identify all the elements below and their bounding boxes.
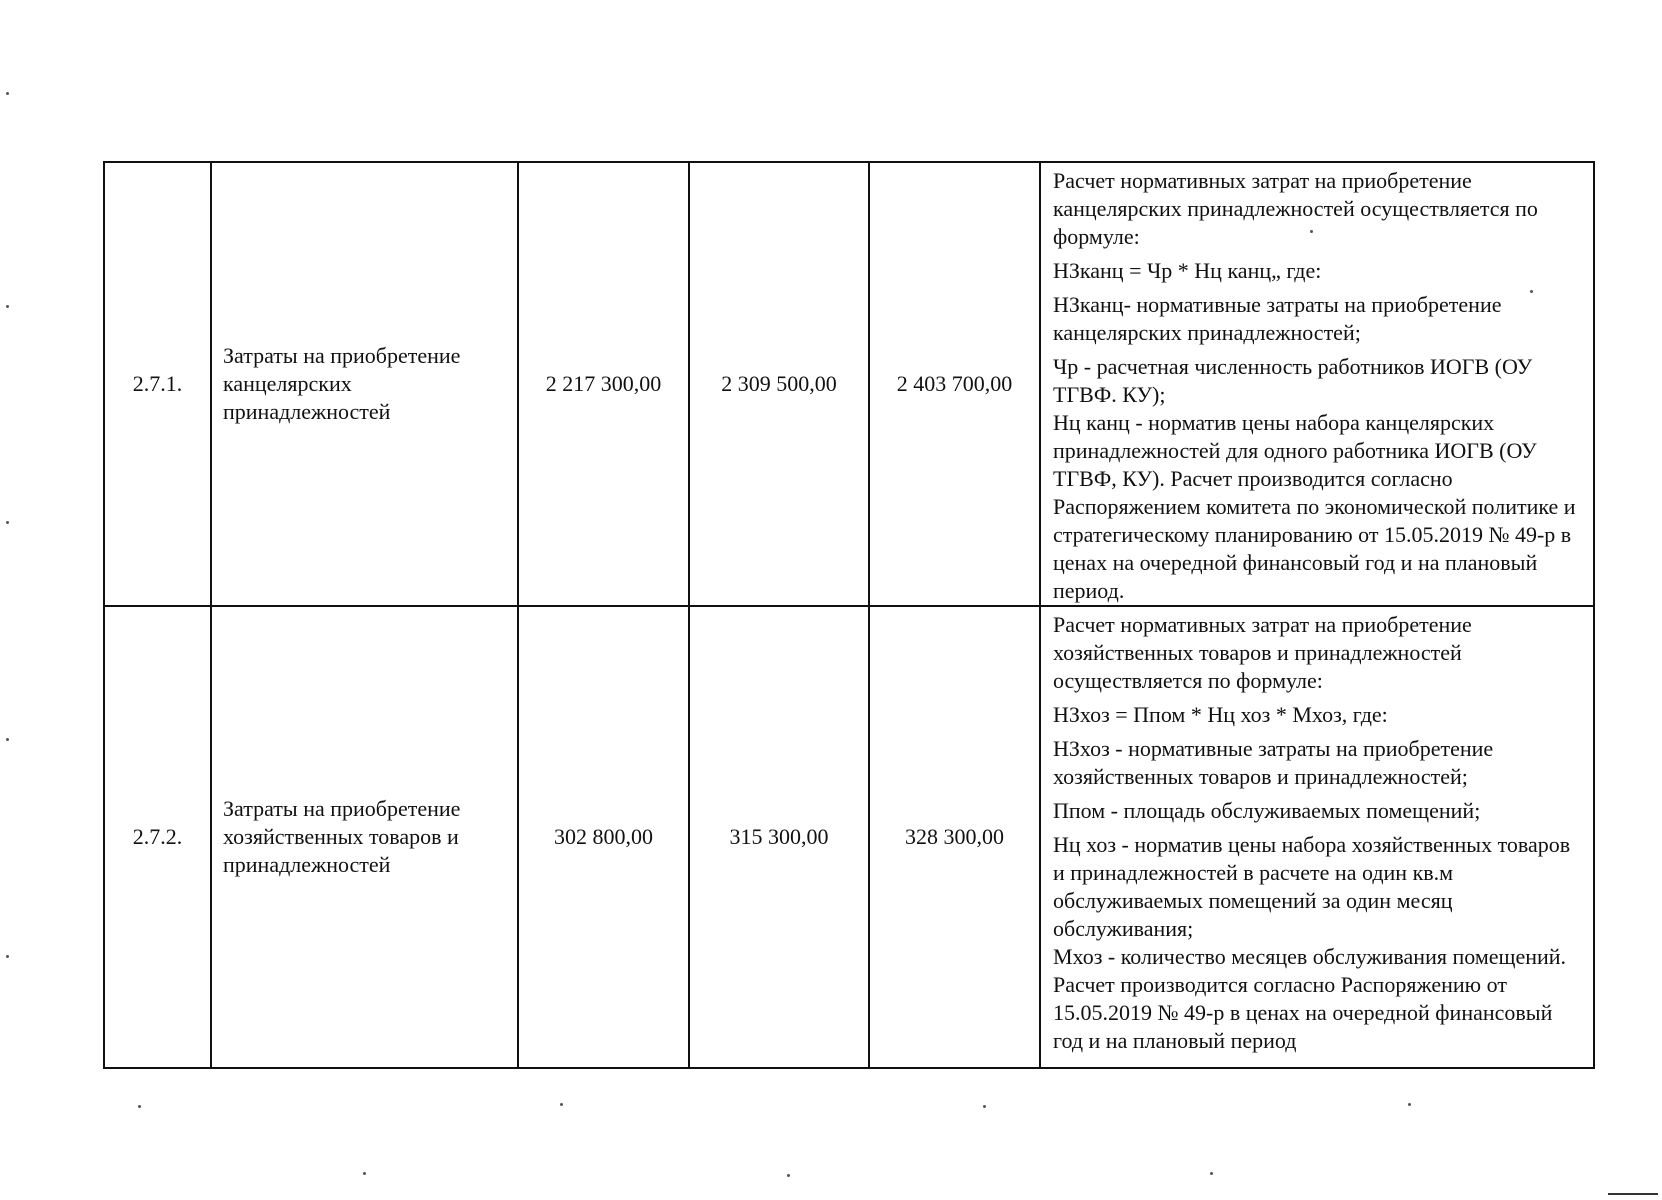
cost-table xyxy=(103,161,1595,1069)
description-paragraph: Нц канц - норматив цены набора канцелярских принадлежностей для одного работника ИОГВ (ОУ ТГВФ, КУ). Расчет производится согласно Распоряжением комитета по экономической политике и стратегическому планированию от 15.05.2019 № 49-р в ценах на очередной финансовый год и на плановый период. xyxy=(1053,410,1576,603)
calculation-description xyxy=(1040,162,1594,606)
table-row xyxy=(104,162,1594,606)
row-number: 2.7.1. xyxy=(104,162,211,606)
scan-speck xyxy=(1210,1172,1213,1175)
calculation-description xyxy=(1040,606,1594,1068)
amount-year-2: 2 309 500,00 xyxy=(689,162,869,606)
description-paragraph: НЗхоз - нормативные затраты на приобретение хозяйственных товаров и принадлежностей; xyxy=(1053,736,1494,789)
cost-item-name: Затраты на приобретение хозяйственных товаров и принадлежностей xyxy=(211,606,518,1068)
description-paragraph: Расчет нормативных затрат на приобретение хозяйственных товаров и принадлежностей осуществляется по формуле: xyxy=(1053,612,1472,693)
row-number: 2.7.2. xyxy=(104,606,211,1068)
description-paragraph: Ппом - площадь обслуживаемых помещений; xyxy=(1053,798,1481,823)
scan-speck xyxy=(983,1105,986,1108)
amount-year-3: 328 300,00 xyxy=(869,606,1040,1068)
description-paragraph: Расчет нормативных затрат на приобретение канцелярских принадлежностей осуществляется по формуле: xyxy=(1053,168,1538,249)
description-paragraph: Мхоз - количество месяцев обслуживания помещений. Расчет производится согласно Распоряжению от 15.05.2019 № 49-р в ценах на очередной финансовый год и на плановый период xyxy=(1053,944,1567,1053)
description-paragraph: Нц хоз - норматив цены набора хозяйственных товаров и принадлежностей в расчете на один кв.м обслуживаемых помещений за один месяц обслуживания; xyxy=(1053,832,1571,941)
scan-speck xyxy=(787,1174,790,1177)
description-paragraph: НЗканц- нормативные затраты на приобретение канцелярских принадлежностей; xyxy=(1053,292,1502,345)
scan-speck xyxy=(6,92,9,95)
scan-speck xyxy=(6,955,9,958)
amount-year-3: 2 403 700,00 xyxy=(869,162,1040,606)
cost-item-name: Затраты на приобретение канцелярских принадлежностей xyxy=(211,162,518,606)
formula: НЗхоз = Ппом * Нц хоз * Мхоз, где: xyxy=(1053,702,1388,727)
amount-year-1: 2 217 300,00 xyxy=(518,162,689,606)
scan-speck xyxy=(6,305,9,308)
formula: НЗканц = Чр * Нц канц„ где: xyxy=(1053,258,1322,283)
table-row xyxy=(104,606,1594,1068)
scan-speck xyxy=(6,521,9,524)
amount-year-2: 315 300,00 xyxy=(689,606,869,1068)
scan-speck xyxy=(1408,1103,1411,1106)
scan-edge-mark xyxy=(1608,1193,1658,1195)
scan-speck xyxy=(560,1103,563,1106)
description-paragraph: Чр - расчетная численность работников ИОГВ (ОУ ТГВФ. КУ); xyxy=(1053,354,1533,407)
amount-year-1: 302 800,00 xyxy=(518,606,689,1068)
scan-speck xyxy=(138,1105,141,1108)
scan-speck xyxy=(6,738,9,741)
scan-speck xyxy=(363,1172,366,1175)
